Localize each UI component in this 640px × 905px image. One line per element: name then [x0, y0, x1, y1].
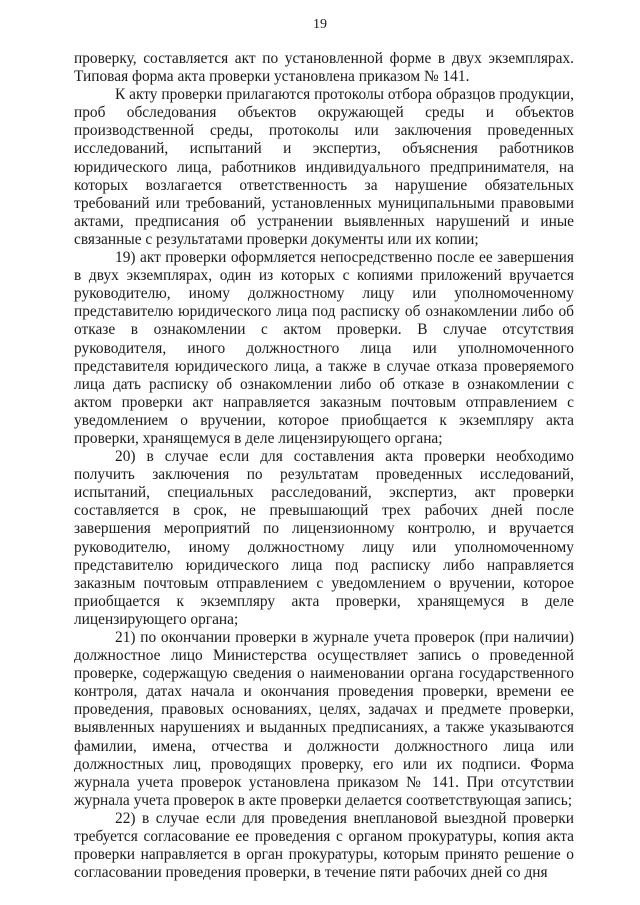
paragraph-continuation: проверку, составляется акт по установленной форме в двух экземплярах. Типовая форма акта проверки установлена приказом № 141. — [74, 50, 574, 86]
paragraph-item-21: 21) по окончании проверки в журнале учета проверок (при наличии) должностное лицо Министерства осуществляет запись о проведенной проверке, содержащую сведения о наименовании органа государственного контроля, датах начала и окончания проведения проверки, времени ее проведения, правовых основаниях, целях, задачах и предмете проверки, выявленных нарушениях и выданных предписаниях, а также указываются фамилии, имена, отчества и должности должностного лица или должностных лиц, проводящих проверку, его или их подписи. Форма журнала учета проверок установлена приказом № 141. При отсутствии журнала учета проверок в акте проверки делается соответствующая запись; — [74, 629, 574, 809]
paragraph-item-19: 19) акт проверки оформляется непосредственно после ее завершения в двух экземплярах, один из которых с копиями приложений вручается руководителю, иному должностному лицу или уполномоченному представителю юридического лица под расписку об ознакомлении либо об отказе в ознакомлении с актом проверки. В случае отсутствия руководителя, иного должностного лица или уполномоченного представителя юридического лица, а также в случае отказа проверяемого лица дать расписку об ознакомлении либо об отказе в ознакомлении с актом проверки акт направляется заказным почтовым отправлением с уведомлением о вручении, которое приобщается к экземпляру акта проверки, хранящемуся в деле лицензирующего органа; — [74, 249, 574, 447]
paragraph-item-20: 20) в случае если для составления акта проверки необходимо получить заключения по результатам проведенных исследований, испытаний, специальных расследований, экспертиз, акт проверки составляется в срок, не превышающий трех рабочих дней после завершения мероприятий по лицензионному контролю, и вручается руководителю, иному должностному лицу или уполномоченному представителю юридического лица под расписку либо направляется заказным почтовым отправлением с уведомлением о вручении, которое приобщается к экземпляру акта проверки, хранящемуся в деле лицензирующего органа; — [74, 448, 574, 628]
paragraph-attachments: К акту проверки прилагаются протоколы отбора образцов продукции, проб обследования объектов окружающей среды и объектов производственной среды, протоколы или заключения проведенных исследований, испытаний и экспертиз, объяснения работников юридического лица, работников индивидуального предпринимателя, на которых возлагается ответственность за нарушение обязательных требований или требований, установленных муниципальными правовыми актами, предписания об устранении выявленных нарушений и иные связанные с результатами проверки документы или их копии; — [74, 86, 574, 248]
page-number: 19 — [313, 17, 327, 32]
document-body — [74, 50, 574, 882]
paragraph-item-22: 22) в случае если для проведения внеплановой выездной проверки требуется согласование ее проведения с органом прокуратуры, копия акта проверки направляется в орган прокуратуры, которым принято решение о согласовании проведения проверки, в течение пяти рабочих дней со дня — [74, 809, 574, 882]
